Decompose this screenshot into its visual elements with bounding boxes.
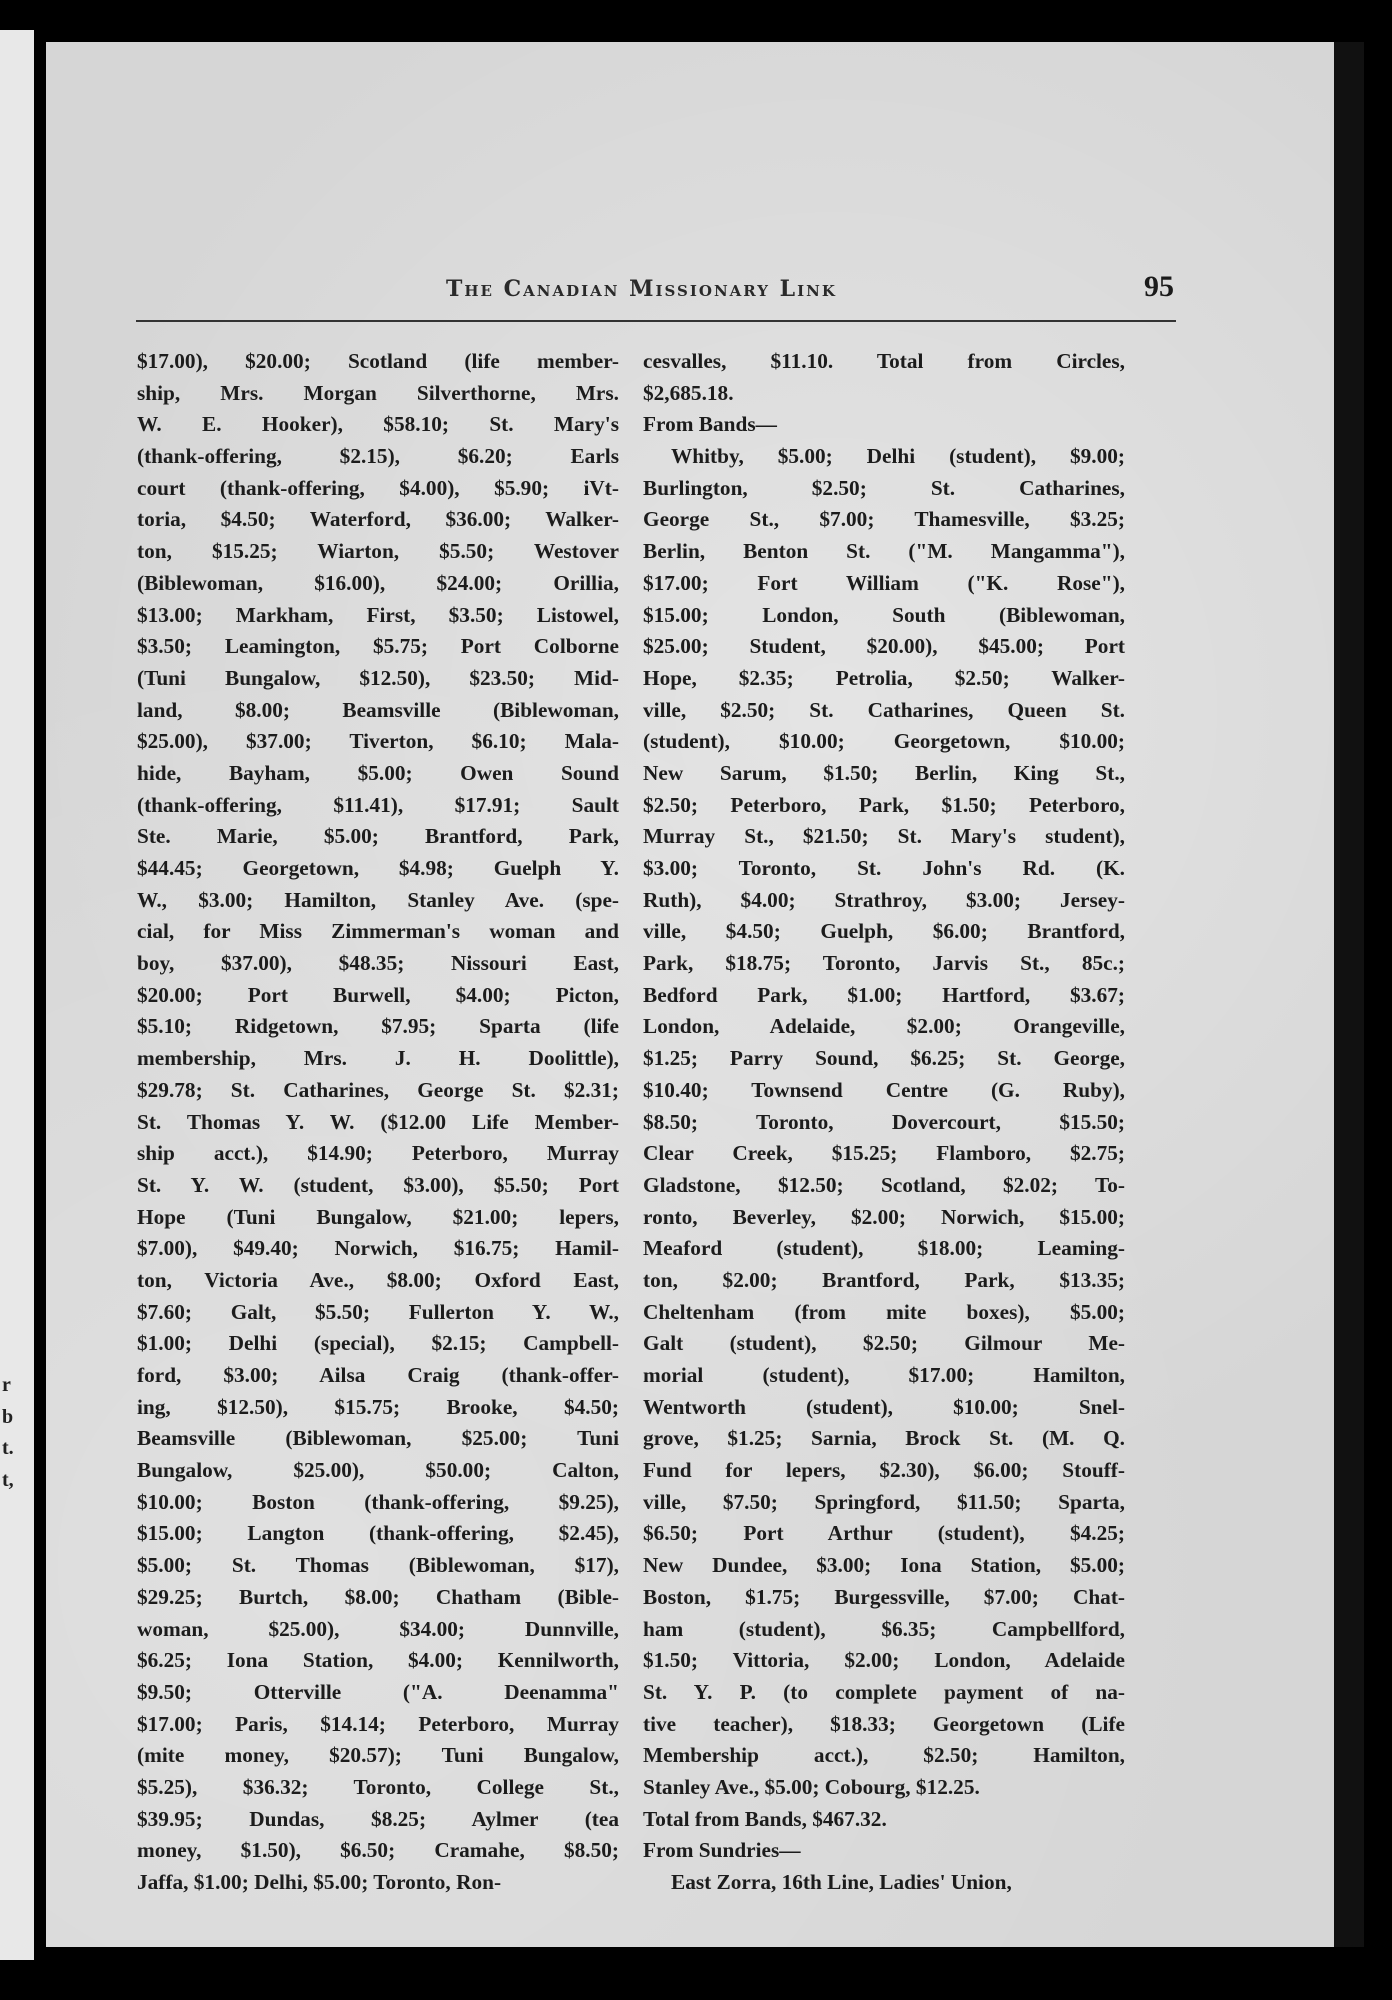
text-line: Bungalow, $25.00), $50.00; Calton, [137, 1458, 619, 1483]
text-line: (mite money, $20.57); Tuni Bungalow, [137, 1743, 619, 1768]
text-line: W. E. Hooker), $58.10; St. Mary's [137, 412, 619, 437]
text-line: ing, $12.50), $15.75; Brooke, $4.50; [137, 1394, 619, 1419]
text-line: $6.50; Port Arthur (student), $4.25; [643, 1521, 1125, 1546]
text-line: Beamsville (Biblewoman, $25.00; Tuni [137, 1426, 619, 1451]
text-line: ville, $2.50; St. Catharines, Queen St. [643, 697, 1125, 722]
text-line: From Bands— [643, 412, 777, 437]
text-line: boy, $37.00), $48.35; Nissouri East, [137, 951, 619, 976]
text-line: $6.25; Iona Station, $4.00; Kennilworth, [137, 1648, 619, 1673]
text-line: ton, Victoria Ave., $8.00; Oxford East, [137, 1267, 619, 1292]
page-number: 95 [1144, 270, 1174, 303]
text-line: $8.50; Toronto, Dovercourt, $15.50; [643, 1109, 1125, 1134]
text-line: Clear Creek, $15.25; Flamboro, $2.75; [643, 1141, 1125, 1166]
text-line: court (thank-offering, $4.00), $5.90; iVt- [137, 475, 619, 500]
text-line: $29.25; Burtch, $8.00; Chatham (Bible- [137, 1584, 619, 1609]
text-line: ville, $7.50; Springford, $11.50; Sparta, [643, 1489, 1125, 1514]
text-line: $7.60; Galt, $5.50; Fullerton Y. W., [137, 1299, 619, 1324]
text-line: $10.40; Townsend Centre (G. Ruby), [643, 1077, 1125, 1102]
page-header [136, 270, 1176, 322]
text-line: $17.00; Paris, $14.14; Peterboro, Murray [137, 1711, 619, 1736]
text-line: cial, for Miss Zimmerman's woman and [137, 919, 619, 944]
text-line: New Dundee, $3.00; Iona Station, $5.00; [643, 1553, 1125, 1578]
text-line: $1.00; Delhi (special), $2.15; Campbell- [137, 1331, 619, 1356]
text-line: $2.50; Peterboro, Park, $1.50; Peterboro, [643, 792, 1125, 817]
text-line: $25.00; Student, $20.00), $45.00; Port [643, 634, 1125, 659]
text-line: Gladstone, $12.50; Scotland, $2.02; To- [643, 1172, 1125, 1197]
text-line: Ste. Marie, $5.00; Brantford, Park, [137, 824, 619, 849]
text-line: $10.00; Boston (thank-offering, $9.25), [137, 1489, 619, 1514]
text-line: $39.95; Dundas, $8.25; Aylmer (tea [137, 1806, 619, 1831]
text-line: Hope (Tuni Bungalow, $21.00; lepers, [137, 1204, 619, 1229]
text-line: $15.00; Langton (thank-offering, $2.45), [137, 1521, 619, 1546]
text-line: Burlington, $2.50; St. Catharines, [643, 475, 1125, 500]
text-line: London, Adelaide, $2.00; Orangeville, [643, 1014, 1125, 1039]
fragment: t. [2, 1437, 14, 1460]
text-line: hide, Bayham, $5.00; Owen Sound [137, 760, 619, 785]
text-line: $15.00; London, South (Biblewoman, [643, 602, 1125, 627]
text-line: St. Y. P. (to complete payment of na- [643, 1679, 1125, 1704]
text-line: ville, $4.50; Guelph, $6.00; Brantford, [643, 919, 1125, 944]
text-line: ship acct.), $14.90; Peterboro, Murray [137, 1141, 619, 1166]
text-line: grove, $1.25; Sarnia, Brock St. (M. Q. [643, 1426, 1125, 1451]
text-line: money, $1.50), $6.50; Cramahe, $8.50; [137, 1838, 619, 1863]
text-line: $29.78; St. Catharines, George St. $2.31; [137, 1077, 619, 1102]
text-line: $5.10; Ridgetown, $7.95; Sparta (life [137, 1014, 619, 1039]
right-column [643, 346, 1125, 1899]
text-line: ronto, Beverley, $2.00; Norwich, $15.00; [643, 1204, 1125, 1229]
text-line: (thank-offering, $11.41), $17.91; Sault [137, 792, 619, 817]
running-title: The Canadian Missionary Link [446, 276, 837, 302]
text-line: Bedford Park, $1.00; Hartford, $3.67; [643, 982, 1125, 1007]
text-line: tive teacher), $18.33; Georgetown (Life [643, 1711, 1125, 1736]
text-line: membership, Mrs. J. H. Doolittle), [137, 1046, 619, 1071]
text-line: $9.50; Otterville ("A. Deenamma" [137, 1679, 619, 1704]
text-line: $13.00; Markham, First, $3.50; Listowel, [137, 602, 619, 627]
text-line: $20.00; Port Burwell, $4.00; Picton, [137, 982, 619, 1007]
text-line: New Sarum, $1.50; Berlin, King St., [643, 760, 1125, 785]
text-line: $1.50; Vittoria, $2.00; London, Adelaide [643, 1648, 1125, 1673]
text-line: ship, Mrs. Morgan Silverthorne, Mrs. [137, 380, 619, 405]
text-line: $17.00), $20.00; Scotland (life member- [137, 349, 619, 373]
text-line: $3.50; Leamington, $5.75; Port Colborne [137, 634, 619, 659]
document-page [46, 42, 1358, 1947]
text-line: St. Y. W. (student, $3.00), $5.50; Port [137, 1172, 619, 1197]
text-line: morial (student), $17.00; Hamilton, [643, 1363, 1125, 1387]
page-binding-shadow [1334, 42, 1364, 1947]
adjacent-page-edge [0, 30, 34, 1960]
text-line: Cheltenham (from mite boxes), $5.00; [643, 1299, 1125, 1324]
text-line: ton, $15.25; Wiarton, $5.50; Westover [137, 539, 619, 564]
fragment: t, [2, 1469, 14, 1492]
text-line: Whitby, $5.00; Delhi (student), $9.00; [671, 444, 1125, 469]
text-line: Stanley Ave., $5.00; Cobourg, $12.25. [643, 1774, 980, 1799]
text-line: Murray St., $21.50; St. Mary's student), [643, 824, 1125, 849]
text-line: (Tuni Bungalow, $12.50), $23.50; Mid- [137, 665, 619, 690]
text-line: Wentworth (student), $10.00; Snel- [643, 1394, 1125, 1419]
text-line: ton, $2.00; Brantford, Park, $13.35; [643, 1267, 1125, 1292]
text-line: $17.00; Fort William ("K. Rose"), [643, 570, 1125, 595]
text-line: Meaford (student), $18.00; Leaming- [643, 1236, 1125, 1261]
text-line: Ruth), $4.00; Strathroy, $3.00; Jersey- [643, 887, 1125, 912]
text-line: $44.45; Georgetown, $4.98; Guelph Y. [137, 856, 619, 880]
fragment: b [2, 1405, 14, 1428]
left-column [137, 346, 619, 1899]
text-line: (student), $10.00; Georgetown, $10.00; [643, 729, 1125, 754]
text-line: Berlin, Benton St. ("M. Mangamma"), [643, 539, 1125, 564]
text-line: From Sundries— [643, 1838, 801, 1863]
text-line: ford, $3.00; Ailsa Craig (thank-offer- [137, 1363, 619, 1387]
text-line: Fund for lepers, $2.30), $6.00; Stouff- [643, 1458, 1125, 1483]
text-line: woman, $25.00), $34.00; Dunnville, [137, 1616, 619, 1641]
text-line: East Zorra, 16th Line, Ladies' Union, [671, 1870, 1012, 1894]
text-line: cesvalles, $11.10. Total from Circles, [643, 349, 1125, 373]
text-line: Jaffa, $1.00; Delhi, $5.00; Toronto, Ron- [137, 1870, 502, 1894]
text-line: $2,685.18. [643, 380, 734, 405]
text-line: Galt (student), $2.50; Gilmour Me- [643, 1331, 1125, 1356]
text-line: St. Thomas Y. W. ($12.00 Life Member- [137, 1109, 619, 1134]
text-line: (Biblewoman, $16.00), $24.00; Orillia, [137, 570, 619, 595]
text-line: Park, $18.75; Toronto, Jarvis St., 85c.; [643, 951, 1125, 976]
text-line: $1.25; Parry Sound, $6.25; St. George, [643, 1046, 1125, 1071]
text-line: land, $8.00; Beamsville (Biblewoman, [137, 697, 619, 722]
text-line: toria, $4.50; Waterford, $36.00; Walker- [137, 507, 619, 532]
text-line: George St., $7.00; Thamesville, $3.25; [643, 507, 1125, 532]
text-line: Total from Bands, $467.32. [643, 1806, 887, 1831]
text-line: $25.00), $37.00; Tiverton, $6.10; Mala- [137, 729, 619, 754]
text-line: $3.00; Toronto, St. John's Rd. (K. [643, 856, 1125, 880]
text-line: Hope, $2.35; Petrolia, $2.50; Walker- [643, 665, 1125, 690]
text-line: $7.00), $49.40; Norwich, $16.75; Hamil- [137, 1236, 619, 1261]
text-line: Boston, $1.75; Burgessville, $7.00; Chat- [643, 1584, 1125, 1609]
fragment: r [2, 1374, 11, 1396]
text-line: $5.25), $36.32; Toronto, College St., [137, 1774, 619, 1799]
text-line: $5.00; St. Thomas (Biblewoman, $17), [137, 1553, 619, 1578]
text-line: W., $3.00; Hamilton, Stanley Ave. (spe- [137, 887, 619, 912]
text-line: Membership acct.), $2.50; Hamilton, [643, 1743, 1125, 1768]
text-line: (thank-offering, $2.15), $6.20; Earls [137, 444, 619, 469]
text-line: ham (student), $6.35; Campbellford, [643, 1616, 1125, 1641]
adjacent-page-fragments [2, 1370, 30, 1497]
